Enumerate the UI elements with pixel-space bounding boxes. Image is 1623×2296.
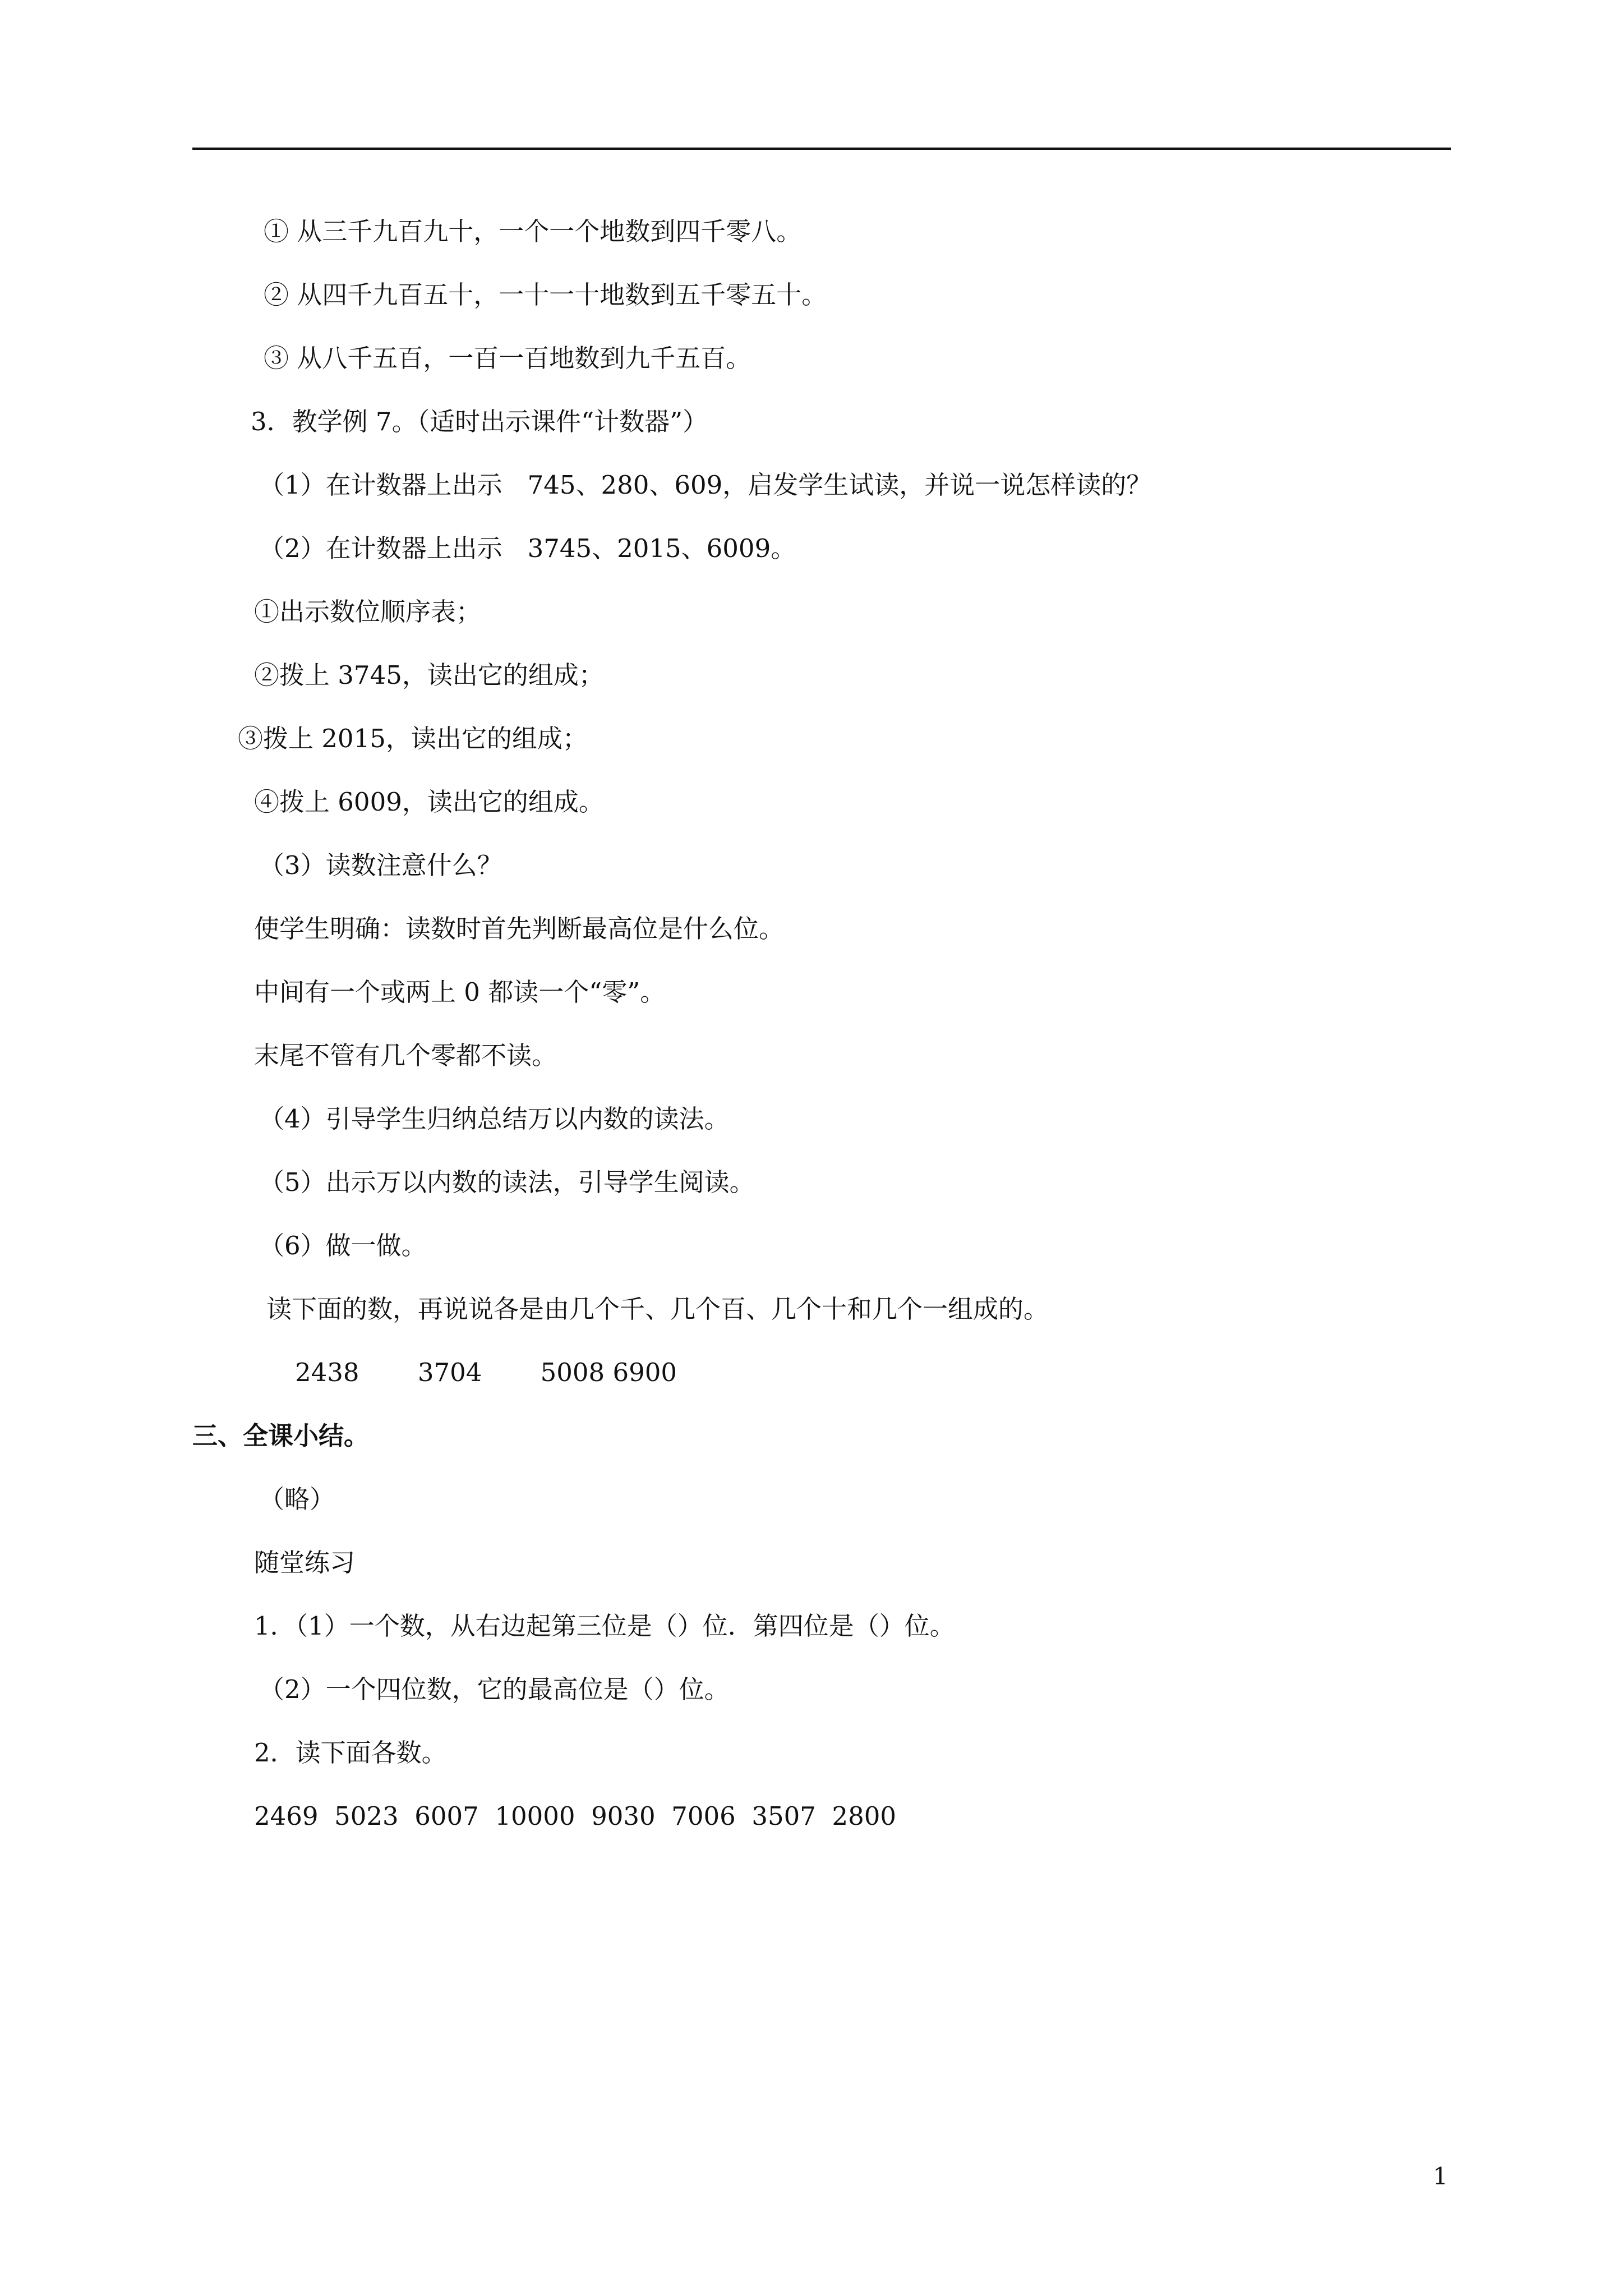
counting-step-3: ③ 从八千五百，一百一百地数到九千五百。 bbox=[264, 343, 751, 373]
sub-item-5: （5）出示万以内数的读法，引导学生阅读。 bbox=[259, 1167, 755, 1197]
sub-item-4: （4）引导学生归纳总结万以内数的读法。 bbox=[259, 1104, 730, 1134]
sub-item-6: （6）做一做。 bbox=[259, 1231, 427, 1260]
place-value-table-item: ①出示数位顺序表； bbox=[254, 597, 482, 627]
reading-rule-2: 中间有一个或两上 0 都读一个“零”。 bbox=[254, 977, 666, 1007]
summary-omitted: （略） bbox=[259, 1484, 335, 1514]
dial-3745-item: ②拨上 3745，读出它的组成； bbox=[254, 660, 604, 690]
sub-item-2: （2）在计数器上出示 3745、2015、6009。 bbox=[259, 533, 796, 563]
exercise-numbers: 2438 3704 5008 6900 bbox=[295, 1358, 677, 1387]
dial-2015-item: ③拨上 2015，读出它的组成； bbox=[238, 724, 588, 753]
practice-question-1: 1．（1）一个数，从右边起第三位是（）位．第四位是（）位。 bbox=[254, 1611, 955, 1641]
reading-rule-3: 末尾不管有几个零都不读。 bbox=[254, 1041, 557, 1070]
counting-step-1: ① 从三千九百九十，一个一个地数到四千零八。 bbox=[264, 217, 802, 246]
practice-heading: 随堂练习 bbox=[254, 1548, 356, 1577]
page-number: 1 bbox=[1433, 2162, 1448, 2190]
sub-item-1: （1）在计数器上出示 745、280、609，启发学生试读，并说一说怎样读的？ bbox=[259, 470, 1152, 500]
counting-step-2: ② 从四千九百五十，一十一十地数到五千零五十。 bbox=[264, 280, 827, 310]
header-rule bbox=[192, 148, 1451, 150]
practice-question-1-part-2: （2）一个四位数，它的最高位是（）位。 bbox=[259, 1674, 730, 1704]
exercise-instruction: 读下面的数，再说说各是由几个千、几个百、几个十和几个一组成的。 bbox=[266, 1294, 1049, 1324]
section-summary-heading: 三、全课小结。 bbox=[192, 1421, 370, 1451]
practice-question-2: 2．读下面各数。 bbox=[254, 1738, 447, 1768]
practice-numbers: 2469 5023 6007 10000 9030 7006 3507 2800 bbox=[254, 1801, 897, 1831]
dial-6009-item: ④拨上 6009，读出它的组成。 bbox=[254, 787, 604, 817]
reading-rule-1: 使学生明确：读数时首先判断最高位是什么位。 bbox=[254, 914, 785, 944]
example-7-heading: 3．教学例 7。（适时出示课件“计数器”） bbox=[251, 407, 708, 436]
sub-item-3: （3）读数注意什么？ bbox=[259, 850, 502, 880]
